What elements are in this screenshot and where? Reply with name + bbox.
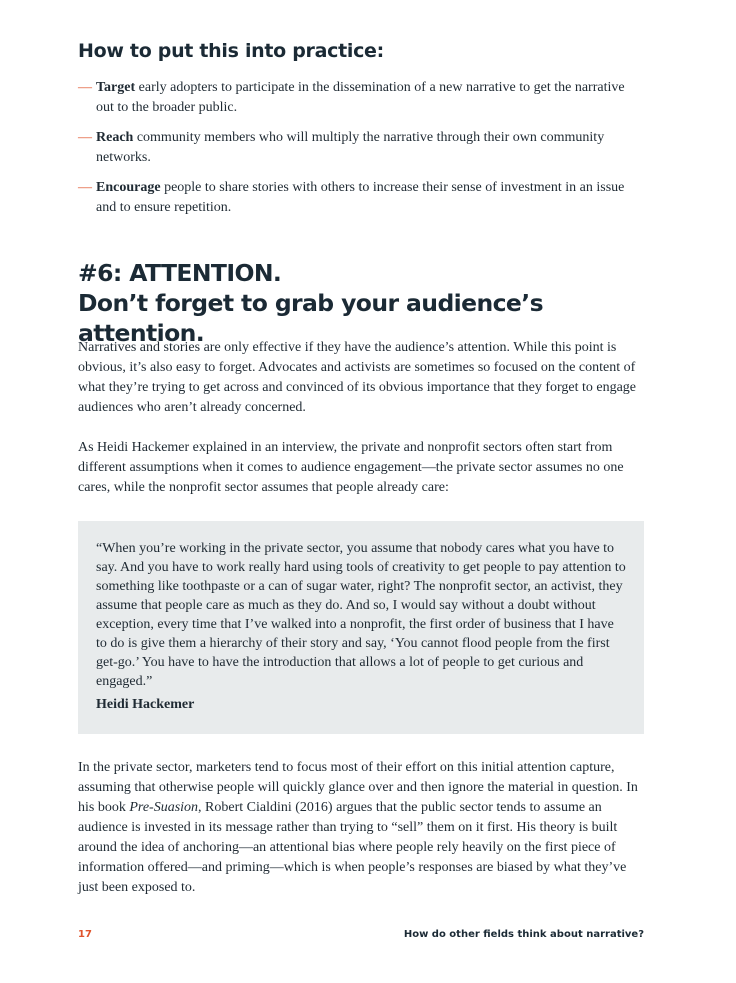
page-number: 17 (78, 929, 92, 940)
bullet-keyword: Reach (96, 130, 134, 145)
quote-block (78, 521, 644, 734)
dash-bullet: — (78, 130, 92, 145)
section-title (78, 258, 644, 348)
quote-text: “When you’re working in the private sector, you assume that nobody cares what you have to say. And you have to work really hard using tools of creativity to get people to pay attention to something like toothpaste or a can of sugar water, right? The nonprofit sector, an activist, they assume that people care as much as they do. And so, I would say without a doubt without exception, every time that I’ve walked into a nonprofit, the first order of business that I have to do is give them a hierarchy of their story and say, ‘You cannot flood people from the first get-go.’ You have to have the introduction that allows a lot of people to get curious and engaged.” (96, 541, 626, 689)
quote-attribution: Heidi Hackemer (96, 697, 195, 712)
list-item (78, 78, 644, 118)
paragraph-3-part-b: , Robert Cialdini (2016) argues that the public sector tends to assume an audience is invested in its message rather than trying to “sell” them on it first. His theory is built around the idea of anchoring—an attentional bias where people rely heavily on the first piece of information offered—and priming—which is when people’s responses are biased by what they’ve just been exposed to. (78, 800, 627, 895)
paragraph-3 (78, 758, 648, 898)
section-title-line1: #6: ATTENTION. (78, 259, 282, 287)
list-item (78, 178, 644, 218)
dash-bullet: — (78, 180, 92, 195)
bullet-text: community members who will multiply the narrative through their own community networks. (96, 130, 605, 165)
practice-list (78, 78, 644, 228)
practice-heading: How to put this into practice: (78, 40, 384, 62)
book-title: Pre-Suasion (129, 800, 199, 815)
bullet-keyword: Encourage (96, 180, 161, 195)
bullet-keyword: Target (96, 80, 136, 95)
running-title: How do other fields think about narrative? (403, 929, 644, 940)
section-title-line2: Don’t forget to grab your audience’s attention. (78, 289, 543, 347)
paragraph-3-part-a: In the private sector, marketers tend to focus most of their effort on this initial attention capture, assuming that otherwise people will quickly glance over and then ignore the material in question. In his book (78, 760, 638, 815)
paragraph-1: Narratives and stories are only effective if they have the audience’s attention. While this point is obvious, it’s also easy to forget. Advocates and activists are sometimes so focused on the content of what they’re trying to get across and convinced of its obvious importance that they forget to engage audiences who aren’t already concerned. (78, 340, 637, 415)
paragraph-2: As Heidi Hackemer explained in an interview, the private and nonprofit sectors often start from different assumptions when it comes to audience engagement—the private sector assumes no one cares, while the nonprofit sector assumes that people already care: (78, 440, 624, 495)
dash-bullet: — (78, 80, 92, 95)
list-item (78, 128, 644, 168)
bullet-text: people to share stories with others to increase their sense of investment in an issue and to ensure repetition. (96, 180, 625, 215)
bullet-text: early adopters to participate in the dissemination of a new narrative to get the narrative out to the broader public. (96, 80, 625, 115)
